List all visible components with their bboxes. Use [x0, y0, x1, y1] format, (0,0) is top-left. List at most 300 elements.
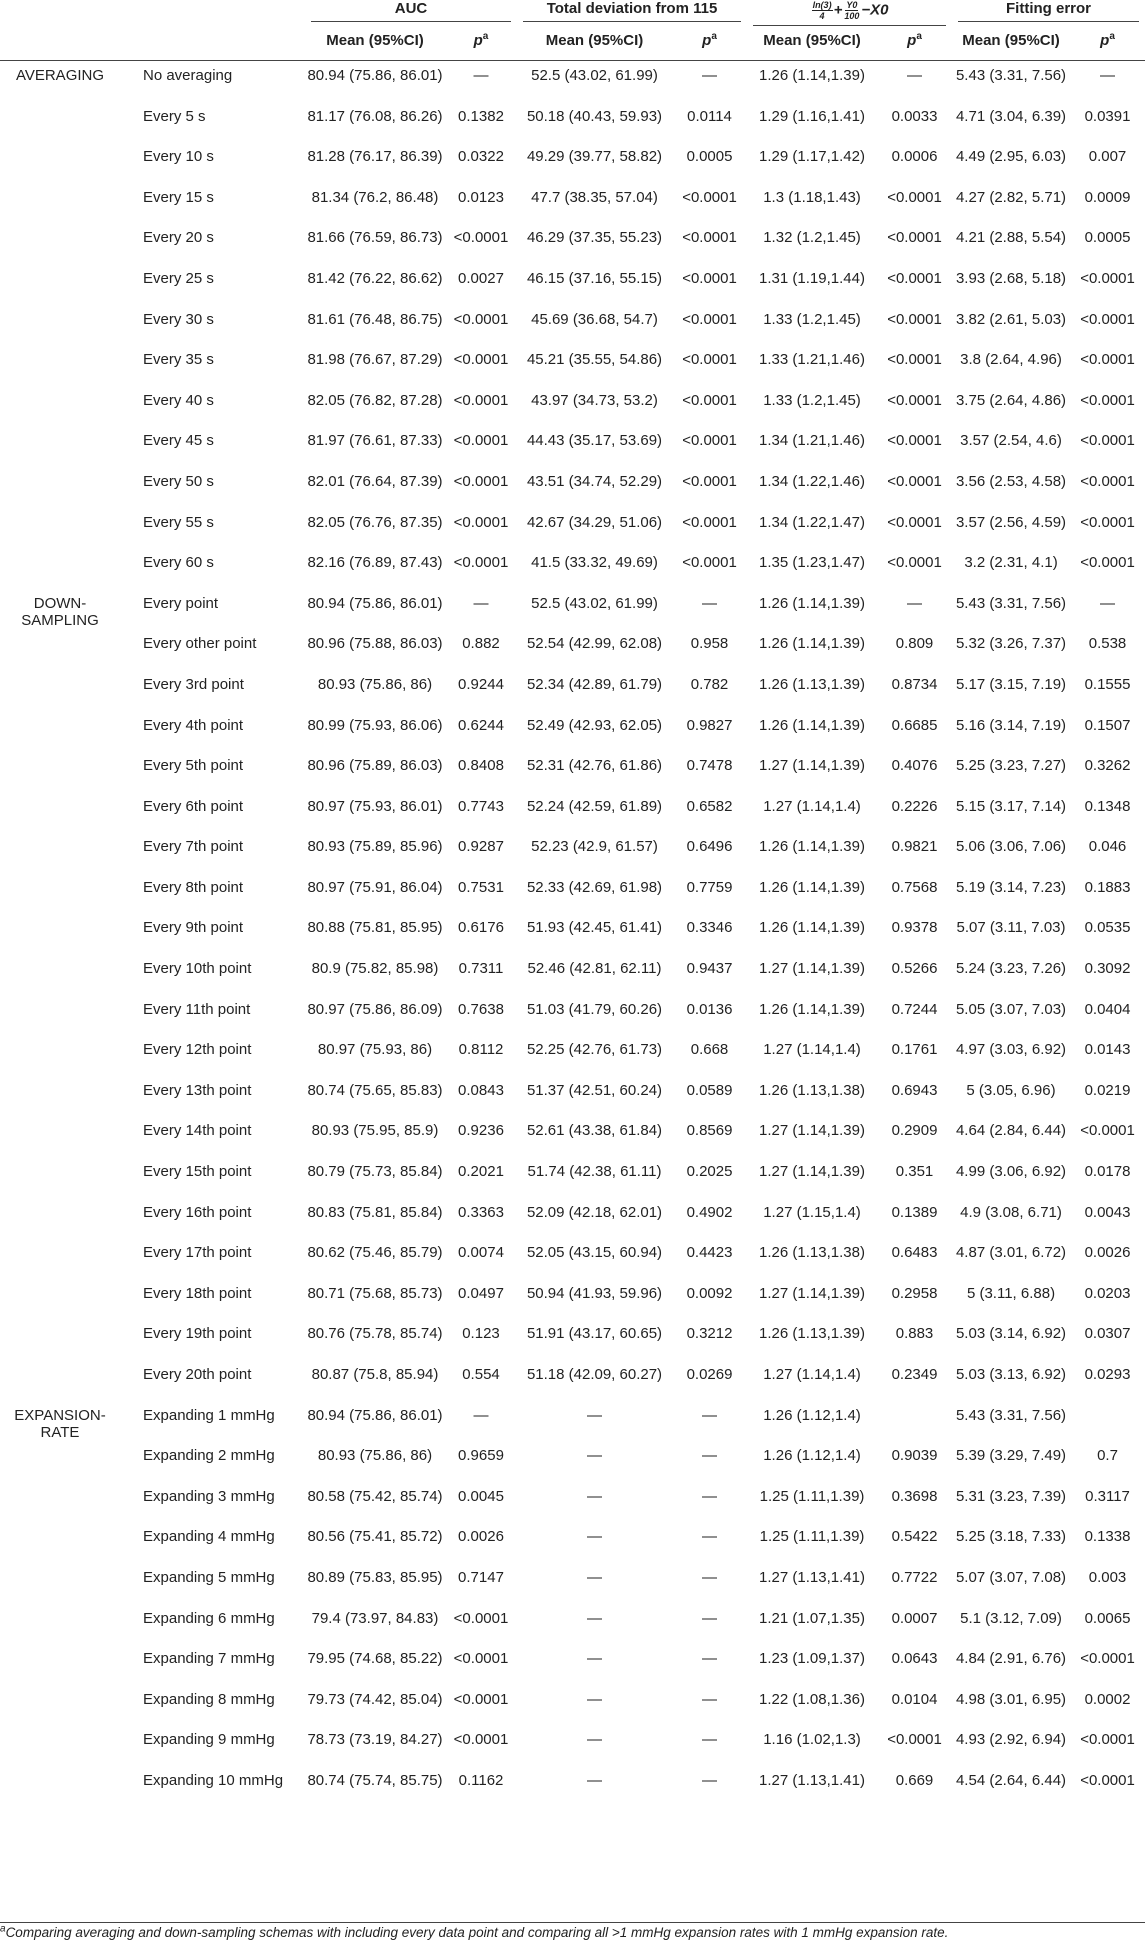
- group-blank: [0, 264, 135, 305]
- row-label: Every 45 s: [143, 432, 214, 450]
- fitting-error-mean-ci: 5.07 (3.07, 7.08): [955, 1568, 1067, 1586]
- fitting-error-p-value: 0.3262: [1084, 757, 1131, 775]
- fitting-error-p-value: 0.0178: [1084, 1163, 1131, 1181]
- fitting-error-p-value: 0.046: [1088, 838, 1127, 856]
- formula-mean-ci: 1.34 (1.22,1.47): [759, 513, 865, 531]
- row-label: No averaging: [143, 67, 233, 84]
- deviation-p-value: <0.0001: [682, 554, 737, 572]
- auc-mean-ci: 80.79 (75.73, 85.84): [307, 1163, 443, 1181]
- row-label: Expanding 7 mmHg: [143, 1650, 275, 1668]
- fitting-error-p-value: <0.0001: [1080, 310, 1135, 328]
- auc-mean-ci: 80.96 (75.89, 86.03): [307, 757, 443, 775]
- deviation-mean-ci: 47.7 (38.35, 57.04): [531, 188, 658, 206]
- fitting-error-mean-ci: 5.15 (3.17, 7.14): [955, 797, 1067, 815]
- fitting-error-mean-ci: 4.64 (2.84, 6.44): [955, 1122, 1067, 1140]
- deviation-mean-ci: 45.21 (35.55, 54.86): [526, 351, 663, 369]
- fitting-error-mean-ci: 4.84 (2.91, 6.76): [955, 1650, 1067, 1668]
- formula-mean-ci: 1.26 (1.14,1.39): [759, 594, 865, 612]
- group-label-line: RATE: [40, 1423, 80, 1441]
- table-row: [0, 629, 1145, 670]
- formula-mean-ci: 1.27 (1.14,1.4): [763, 1366, 861, 1383]
- table-row: [0, 913, 1145, 954]
- deviation-p-value: 0.9827: [686, 716, 733, 734]
- row-label: Every 20th point: [143, 1366, 252, 1383]
- header-auc: AUC: [305, 0, 517, 32]
- fitting-error-mean-ci: 5.32 (3.26, 7.37): [955, 635, 1067, 653]
- row-label: Expanding 8 mmHg: [143, 1690, 275, 1708]
- deviation-mean-ci: —: [587, 1731, 602, 1749]
- deviation-mean-ci: 49.29 (39.77, 58.82): [526, 148, 663, 166]
- auc-p-value: 0.8408: [458, 757, 504, 775]
- deviation-mean-ci: 51.91 (43.17, 60.65): [526, 1325, 663, 1343]
- auc-p-value: 0.7147: [458, 1568, 504, 1586]
- auc-mean-ci: 80.74 (75.65, 85.83): [307, 1081, 443, 1099]
- auc-mean-ci: 81.98 (76.67, 87.29): [307, 351, 443, 369]
- row-label: Every 19th point: [143, 1325, 252, 1343]
- fitting-error-mean-ci: 5.31 (3.23, 7.39): [955, 1487, 1067, 1505]
- auc-mean-ci: 79.73 (74.42, 85.04): [307, 1690, 443, 1708]
- row-label: Every 15th point: [143, 1163, 252, 1181]
- deviation-mean-ci: 51.74 (42.38, 61.11): [527, 1163, 662, 1181]
- fitting-error-p-value: 0.1338: [1084, 1528, 1131, 1546]
- auc-p-value: 0.123: [462, 1325, 500, 1343]
- deviation-p-value: 0.782: [690, 675, 729, 693]
- formula-p-value: —: [907, 594, 923, 612]
- formula-mean-ci: 1.27 (1.14,1.39): [759, 960, 865, 978]
- formula-p-value: —: [907, 67, 923, 84]
- formula-mean-ci: 1.34 (1.21,1.46): [759, 432, 865, 450]
- auc-p-value: 0.0026: [458, 1528, 504, 1546]
- auc-mean-ci: 82.16 (76.89, 87.43): [307, 554, 443, 572]
- auc-mean-ci: 79.4 (73.97, 84.83): [311, 1609, 439, 1627]
- table-row: [0, 1725, 1145, 1766]
- table-row: [0, 1644, 1145, 1685]
- formula-mean-ci: 1.31 (1.19,1.44): [759, 269, 865, 287]
- deviation-mean-ci: 52.24 (42.59, 61.89): [526, 797, 663, 815]
- row-label: Every 10th point: [143, 960, 252, 978]
- fitting-error-mean-ci: 4.49 (2.95, 6.03): [955, 148, 1067, 166]
- group-label-line: DOWN-: [33, 594, 87, 612]
- deviation-p-value: —: [702, 1731, 717, 1749]
- auc-p-value: <0.0001: [453, 1690, 509, 1708]
- header-total-deviation: Total deviation from 115: [517, 0, 747, 32]
- table-row: [0, 508, 1145, 549]
- formula-p-value: 0.9378: [891, 919, 938, 937]
- auc-mean-ci: 80.71 (75.68, 85.73): [307, 1284, 443, 1302]
- auc-p-value: <0.0001: [453, 351, 509, 369]
- deviation-mean-ci: 44.43 (35.17, 53.69): [526, 432, 663, 450]
- fitting-error-mean-ci: 5.03 (3.13, 6.92): [955, 1366, 1067, 1383]
- deviation-p-value: 0.0092: [686, 1284, 733, 1302]
- fitting-error-p-value: 0.0009: [1084, 188, 1131, 206]
- formula-mean-ci: 1.26 (1.13,1.39): [759, 1325, 865, 1343]
- deviation-p-value: <0.0001: [682, 269, 737, 287]
- deviation-p-value: —: [702, 594, 717, 612]
- formula-mean-ci: 1.35 (1.23,1.47): [759, 554, 865, 572]
- auc-p-value: 0.3363: [458, 1203, 504, 1221]
- deviation-mean-ci: 52.61 (43.38, 61.84): [526, 1122, 663, 1140]
- group-blank: [0, 1644, 135, 1685]
- table-row: [0, 1482, 1145, 1523]
- fitting-error-mean-ci: 5.03 (3.14, 6.92): [955, 1325, 1067, 1343]
- group-label: [0, 61, 135, 102]
- auc-mean-ci: 81.97 (76.61, 87.33): [307, 432, 443, 450]
- auc-p-value: 0.9659: [458, 1447, 504, 1465]
- formula-p-value: 0.1389: [891, 1203, 938, 1221]
- auc-mean-ci: 80.97 (75.93, 86): [317, 1041, 433, 1059]
- deviation-p-value: <0.0001: [682, 351, 737, 369]
- deviation-mean-ci: 52.31 (42.76, 61.86): [526, 757, 663, 775]
- deviation-mean-ci: —: [587, 1406, 602, 1424]
- group-blank: [0, 467, 135, 508]
- deviation-p-value: —: [702, 1690, 717, 1708]
- formula-p-value: 0.1761: [891, 1041, 938, 1059]
- formula-mean-ci: 1.26 (1.14,1.39): [759, 919, 865, 937]
- auc-p-value: —: [473, 67, 489, 84]
- fitting-error-mean-ci: 3.56 (2.53, 4.58): [955, 472, 1067, 490]
- formula-p-value: 0.7244: [891, 1000, 938, 1018]
- auc-mean-ci: 82.01 (76.64, 87.39): [307, 472, 443, 490]
- row-label: Expanding 2 mmHg: [143, 1447, 275, 1465]
- auc-mean-ci: 79.95 (74.68, 85.22): [307, 1650, 443, 1668]
- table-row: [0, 1157, 1145, 1198]
- group-blank: [0, 913, 135, 954]
- auc-p-value: 0.882: [462, 635, 500, 653]
- formula-p-value: 0.809: [895, 635, 934, 653]
- header-blank: [135, 32, 305, 61]
- formula-mean-ci: 1.32 (1.2,1.45): [763, 229, 861, 247]
- header-fitting-error: Fitting error: [952, 0, 1145, 32]
- row-label: Every 5 s: [143, 107, 206, 125]
- auc-mean-ci: 80.88 (75.81, 85.95): [307, 919, 443, 937]
- table-row: [0, 1198, 1145, 1239]
- deviation-p-value: —: [702, 1650, 717, 1668]
- deviation-mean-ci: —: [587, 1609, 602, 1627]
- header-formula: $\frac{\ln(3)}{4}$ + $\frac{Y0}{100}$ −X0: [747, 0, 952, 32]
- deviation-mean-ci: 52.05 (43.15, 60.94): [526, 1244, 663, 1262]
- formula-mean-ci: 1.26 (1.14,1.39): [759, 1000, 865, 1018]
- formula-mean-ci: 1.27 (1.13,1.41): [759, 1771, 865, 1789]
- formula-p-value: 0.0007: [891, 1609, 938, 1627]
- deviation-p-value: <0.0001: [682, 391, 737, 409]
- deviation-mean-ci: 41.5 (33.32, 49.69): [531, 554, 658, 572]
- table-row: [0, 467, 1145, 508]
- deviation-mean-ci: 51.18 (42.09, 60.27): [526, 1366, 663, 1383]
- deviation-mean-ci: 52.46 (42.81, 62.11): [527, 960, 662, 978]
- table-row: [0, 305, 1145, 346]
- row-label: Every 35 s: [143, 351, 214, 369]
- fitting-error-mean-ci: 4.98 (3.01, 6.95): [955, 1690, 1067, 1708]
- deviation-mean-ci: 52.09 (42.18, 62.01): [526, 1203, 663, 1221]
- formula-mean-ci: 1.3 (1.18,1.43): [763, 188, 861, 206]
- deviation-p-value: 0.8569: [686, 1122, 733, 1140]
- formula-p-value: 0.4076: [891, 757, 938, 775]
- deviation-p-value: <0.0001: [682, 432, 737, 450]
- auc-p-value: <0.0001: [453, 472, 509, 490]
- deviation-mean-ci: —: [587, 1487, 602, 1505]
- formula-mean-ci: 1.27 (1.14,1.39): [759, 1122, 865, 1140]
- formula-p-value: 0.0643: [891, 1650, 938, 1668]
- auc-p-value: <0.0001: [453, 229, 509, 247]
- row-label: Expanding 9 mmHg: [143, 1731, 275, 1749]
- auc-p-value: 0.6244: [458, 716, 504, 734]
- formula-p-value: 0.2909: [891, 1122, 938, 1140]
- group-label: [0, 589, 135, 630]
- formula-p-value: 0.2958: [891, 1284, 938, 1302]
- formula-p-value: 0.5422: [891, 1528, 938, 1546]
- auc-mean-ci: 80.94 (75.86, 86.01): [307, 594, 443, 612]
- auc-mean-ci: 80.83 (75.81, 85.84): [307, 1203, 443, 1221]
- formula-mean-ci: 1.27 (1.13,1.41): [759, 1568, 865, 1586]
- fitting-error-mean-ci: 5.07 (3.11, 7.03): [956, 919, 1066, 937]
- group-blank: [0, 1238, 135, 1279]
- deviation-p-value: 0.7478: [686, 757, 733, 775]
- row-label: Every 9th point: [143, 919, 244, 937]
- fitting-error-p-value: —: [1100, 594, 1116, 612]
- formula-mean-ci: 1.33 (1.2,1.45): [763, 310, 861, 328]
- group-blank: [0, 670, 135, 711]
- group-label-line: EXPANSION-: [14, 1406, 106, 1424]
- fitting-error-p-value: 0.1507: [1084, 716, 1131, 734]
- deviation-p-value: 0.6496: [686, 838, 733, 856]
- auc-mean-ci: 80.97 (75.86, 86.09): [307, 1000, 443, 1018]
- deviation-p-value: 0.0269: [686, 1366, 733, 1383]
- auc-p-value: 0.0123: [458, 188, 504, 206]
- deviation-p-value: —: [702, 1447, 717, 1465]
- deviation-p-value: 0.3212: [686, 1325, 733, 1343]
- fitting-error-mean-ci: 4.9 (3.08, 6.71): [960, 1203, 1062, 1221]
- deviation-mean-ci: 51.93 (42.45, 61.41): [526, 919, 663, 937]
- auc-mean-ci: 80.96 (75.88, 86.03): [307, 635, 443, 653]
- deviation-p-value: —: [702, 1406, 717, 1424]
- row-label: Every 55 s: [143, 513, 214, 531]
- table-row: [0, 1401, 1145, 1442]
- formula-p-value: <0.0001: [887, 229, 942, 247]
- auc-mean-ci: 80.93 (75.89, 85.96): [307, 838, 443, 856]
- formula-mean-ci: 1.26 (1.13,1.39): [759, 675, 865, 693]
- table-row: [0, 548, 1145, 589]
- formula-p-value: 0.6685: [891, 716, 938, 734]
- deviation-p-value: —: [702, 1568, 717, 1586]
- formula-mean-ci: 1.33 (1.2,1.45): [763, 391, 861, 409]
- fitting-error-p-value: 0.0203: [1084, 1284, 1131, 1302]
- fitting-error-p-value: 0.0391: [1084, 107, 1131, 125]
- formula-mean-ci: 1.26 (1.14,1.39): [759, 716, 865, 734]
- deviation-mean-ci: 46.15 (37.16, 55.15): [526, 269, 663, 287]
- fitting-error-mean-ci: 5.19 (3.14, 7.23): [955, 878, 1067, 896]
- formula-mean-ci: 1.25 (1.11,1.39): [759, 1528, 865, 1546]
- fitting-error-mean-ci: 5.39 (3.29, 7.49): [955, 1447, 1067, 1465]
- fitting-error-p-value: 0.0065: [1084, 1609, 1131, 1627]
- fitting-error-p-value: 0.7: [1097, 1447, 1118, 1465]
- formula-mean-ci: 1.26 (1.13,1.38): [759, 1244, 865, 1262]
- auc-mean-ci: 80.9 (75.82, 85.98): [311, 960, 439, 978]
- deviation-p-value: —: [702, 1771, 717, 1789]
- formula-mean-ci: 1.26 (1.14,1.39): [759, 838, 865, 856]
- row-label: Expanding 5 mmHg: [143, 1568, 275, 1586]
- group-blank: [0, 102, 135, 143]
- group-blank: [0, 1482, 135, 1523]
- formula-mean-ci: 1.29 (1.16,1.41): [759, 107, 865, 125]
- auc-mean-ci: 80.97 (75.93, 86.01): [307, 797, 443, 815]
- table-row: [0, 223, 1145, 264]
- auc-p-value: —: [473, 594, 489, 612]
- deviation-mean-ci: 52.23 (42.9, 61.57): [531, 838, 658, 856]
- formula-p-value: 0.669: [895, 1771, 934, 1789]
- row-label: Every 13th point: [143, 1081, 252, 1099]
- auc-p-value: <0.0001: [453, 1650, 509, 1668]
- deviation-p-value: <0.0001: [682, 229, 737, 247]
- table-header: [0, 0, 1145, 61]
- formula-mean-ci: 1.26 (1.14,1.39): [759, 878, 865, 896]
- group-label-line: SAMPLING: [21, 611, 99, 629]
- header-mean-ci: Mean (95%CI): [517, 32, 672, 61]
- auc-p-value: <0.0001: [453, 513, 509, 531]
- deviation-mean-ci: 52.33 (42.69, 61.98): [526, 878, 663, 896]
- auc-mean-ci: 82.05 (76.82, 87.28): [307, 391, 443, 409]
- auc-mean-ci: 82.05 (76.76, 87.35): [307, 513, 443, 531]
- deviation-p-value: 0.0589: [686, 1081, 733, 1099]
- group-blank: [0, 548, 135, 589]
- fitting-error-mean-ci: 5.17 (3.15, 7.19): [955, 675, 1067, 693]
- group-blank: [0, 1279, 135, 1320]
- table-row: [0, 1522, 1145, 1563]
- formula-mean-ci: 1.33 (1.21,1.46): [759, 351, 865, 369]
- row-label: Every 4th point: [143, 716, 244, 734]
- fitting-error-p-value: <0.0001: [1080, 554, 1135, 572]
- formula-p-value: 0.7722: [891, 1568, 938, 1586]
- table-row: [0, 995, 1145, 1036]
- formula-p-value: <0.0001: [887, 472, 942, 490]
- header-blank: [0, 0, 135, 32]
- row-label: Every 60 s: [143, 554, 214, 572]
- row-label: Every 17th point: [143, 1244, 252, 1262]
- table-row: [0, 751, 1145, 792]
- auc-p-value: 0.0045: [458, 1487, 504, 1505]
- table-row: [0, 1116, 1145, 1157]
- row-label: Every other point: [143, 635, 257, 653]
- group-blank: [0, 1766, 135, 1807]
- group-blank: [0, 508, 135, 549]
- formula-p-value: 0.0006: [891, 148, 938, 166]
- auc-p-value: 0.7743: [458, 797, 504, 815]
- auc-p-value: 0.0843: [458, 1081, 504, 1099]
- fitting-error-mean-ci: 5.1 (3.12, 7.09): [960, 1609, 1062, 1627]
- fitting-error-mean-ci: 3.93 (2.68, 5.18): [955, 269, 1067, 287]
- header-p: $p^a$: [877, 32, 952, 61]
- group-blank: [0, 1035, 135, 1076]
- table-row: [0, 1319, 1145, 1360]
- deviation-p-value: 0.4902: [686, 1203, 733, 1221]
- row-label: Every 5th point: [143, 757, 244, 775]
- fitting-error-p-value: <0.0001: [1080, 1731, 1135, 1749]
- fitting-error-p-value: 0.0293: [1084, 1366, 1131, 1383]
- deviation-mean-ci: —: [587, 1771, 602, 1789]
- formula-p-value: 0.2349: [891, 1366, 938, 1383]
- table-row: [0, 954, 1145, 995]
- formula-p-value: 0.8734: [891, 675, 938, 693]
- deviation-p-value: —: [702, 67, 717, 84]
- header-p: $p^a$: [672, 32, 747, 61]
- fitting-error-p-value: 0.0307: [1084, 1325, 1131, 1343]
- header-mean-ci: Mean (95%CI): [747, 32, 877, 61]
- auc-mean-ci: 80.94 (75.86, 86.01): [307, 67, 443, 84]
- auc-p-value: —: [473, 1406, 489, 1424]
- fitting-error-mean-ci: 3.75 (2.64, 4.86): [955, 391, 1067, 409]
- auc-mean-ci: 78.73 (73.19, 84.27): [307, 1731, 443, 1749]
- auc-p-value: 0.9287: [458, 838, 504, 856]
- fitting-error-p-value: —: [1100, 67, 1116, 84]
- fitting-error-mean-ci: 5.43 (3.31, 7.56): [955, 67, 1067, 84]
- deviation-mean-ci: 46.29 (37.35, 55.23): [526, 229, 663, 247]
- group-blank: [0, 832, 135, 873]
- auc-p-value: 0.7638: [458, 1000, 504, 1018]
- row-label: Expanding 4 mmHg: [143, 1528, 275, 1546]
- fitting-error-p-value: 0.3117: [1085, 1487, 1130, 1505]
- auc-p-value: 0.6176: [458, 919, 504, 937]
- formula-p-value: 0.5266: [891, 960, 938, 978]
- table-row: [0, 102, 1145, 143]
- row-label: Every point: [143, 594, 219, 612]
- group-blank: [0, 142, 135, 183]
- deviation-mean-ci: —: [587, 1568, 602, 1586]
- formula-p-value: 0.9821: [891, 838, 938, 856]
- formula-mean-ci: 1.27 (1.14,1.39): [759, 1284, 865, 1302]
- auc-p-value: 0.1162: [458, 1771, 504, 1789]
- fitting-error-mean-ci: 5 (3.05, 6.96): [966, 1081, 1056, 1099]
- auc-p-value: 0.554: [462, 1366, 500, 1383]
- table-row: [0, 1238, 1145, 1279]
- row-label: Expanding 10 mmHg: [143, 1771, 284, 1789]
- fitting-error-mean-ci: 5.43 (3.31, 7.56): [955, 1406, 1067, 1424]
- formula-p-value: <0.0001: [887, 310, 942, 328]
- fitting-error-mean-ci: 5.25 (3.18, 7.33): [955, 1528, 1067, 1546]
- table-row: [0, 142, 1145, 183]
- group-blank: [0, 792, 135, 833]
- deviation-mean-ci: 50.94 (41.93, 59.96): [526, 1284, 663, 1302]
- table-row: [0, 873, 1145, 914]
- formula-p-value: 0.3698: [891, 1487, 938, 1505]
- fitting-error-p-value: 0.1883: [1084, 878, 1131, 896]
- row-label: Every 25 s: [143, 269, 214, 287]
- row-label: Every 40 s: [143, 391, 214, 409]
- fitting-error-mean-ci: 3.82 (2.61, 5.03): [955, 310, 1067, 328]
- deviation-mean-ci: 50.18 (40.43, 59.93): [526, 107, 663, 125]
- fitting-error-p-value: <0.0001: [1080, 432, 1135, 450]
- row-label: Every 7th point: [143, 838, 244, 856]
- auc-mean-ci: 81.34 (76.2, 86.48): [311, 188, 439, 206]
- group-blank: [0, 1522, 135, 1563]
- group-blank: [0, 873, 135, 914]
- deviation-mean-ci: —: [587, 1650, 602, 1668]
- formula-p-value: 0.0104: [891, 1690, 938, 1708]
- deviation-p-value: <0.0001: [682, 188, 737, 206]
- fitting-error-mean-ci: 4.99 (3.06, 6.92): [955, 1163, 1067, 1181]
- fitting-error-mean-ci: 3.57 (2.56, 4.59): [955, 513, 1067, 531]
- formula-p-value: 0.883: [895, 1325, 934, 1343]
- table-row: [0, 264, 1145, 305]
- deviation-mean-ci: —: [587, 1528, 602, 1546]
- group-label-line: AVERAGING: [15, 67, 105, 84]
- group-blank: [0, 629, 135, 670]
- auc-mean-ci: 81.42 (76.22, 86.62): [307, 269, 443, 287]
- fitting-error-p-value: 0.003: [1088, 1568, 1127, 1586]
- formula-p-value: <0.0001: [887, 554, 942, 572]
- auc-mean-ci: 80.93 (75.95, 85.9): [311, 1122, 439, 1140]
- auc-mean-ci: 81.28 (76.17, 86.39): [307, 148, 443, 166]
- formula-mean-ci: 1.26 (1.13,1.38): [759, 1081, 865, 1099]
- table-row: [0, 1766, 1145, 1807]
